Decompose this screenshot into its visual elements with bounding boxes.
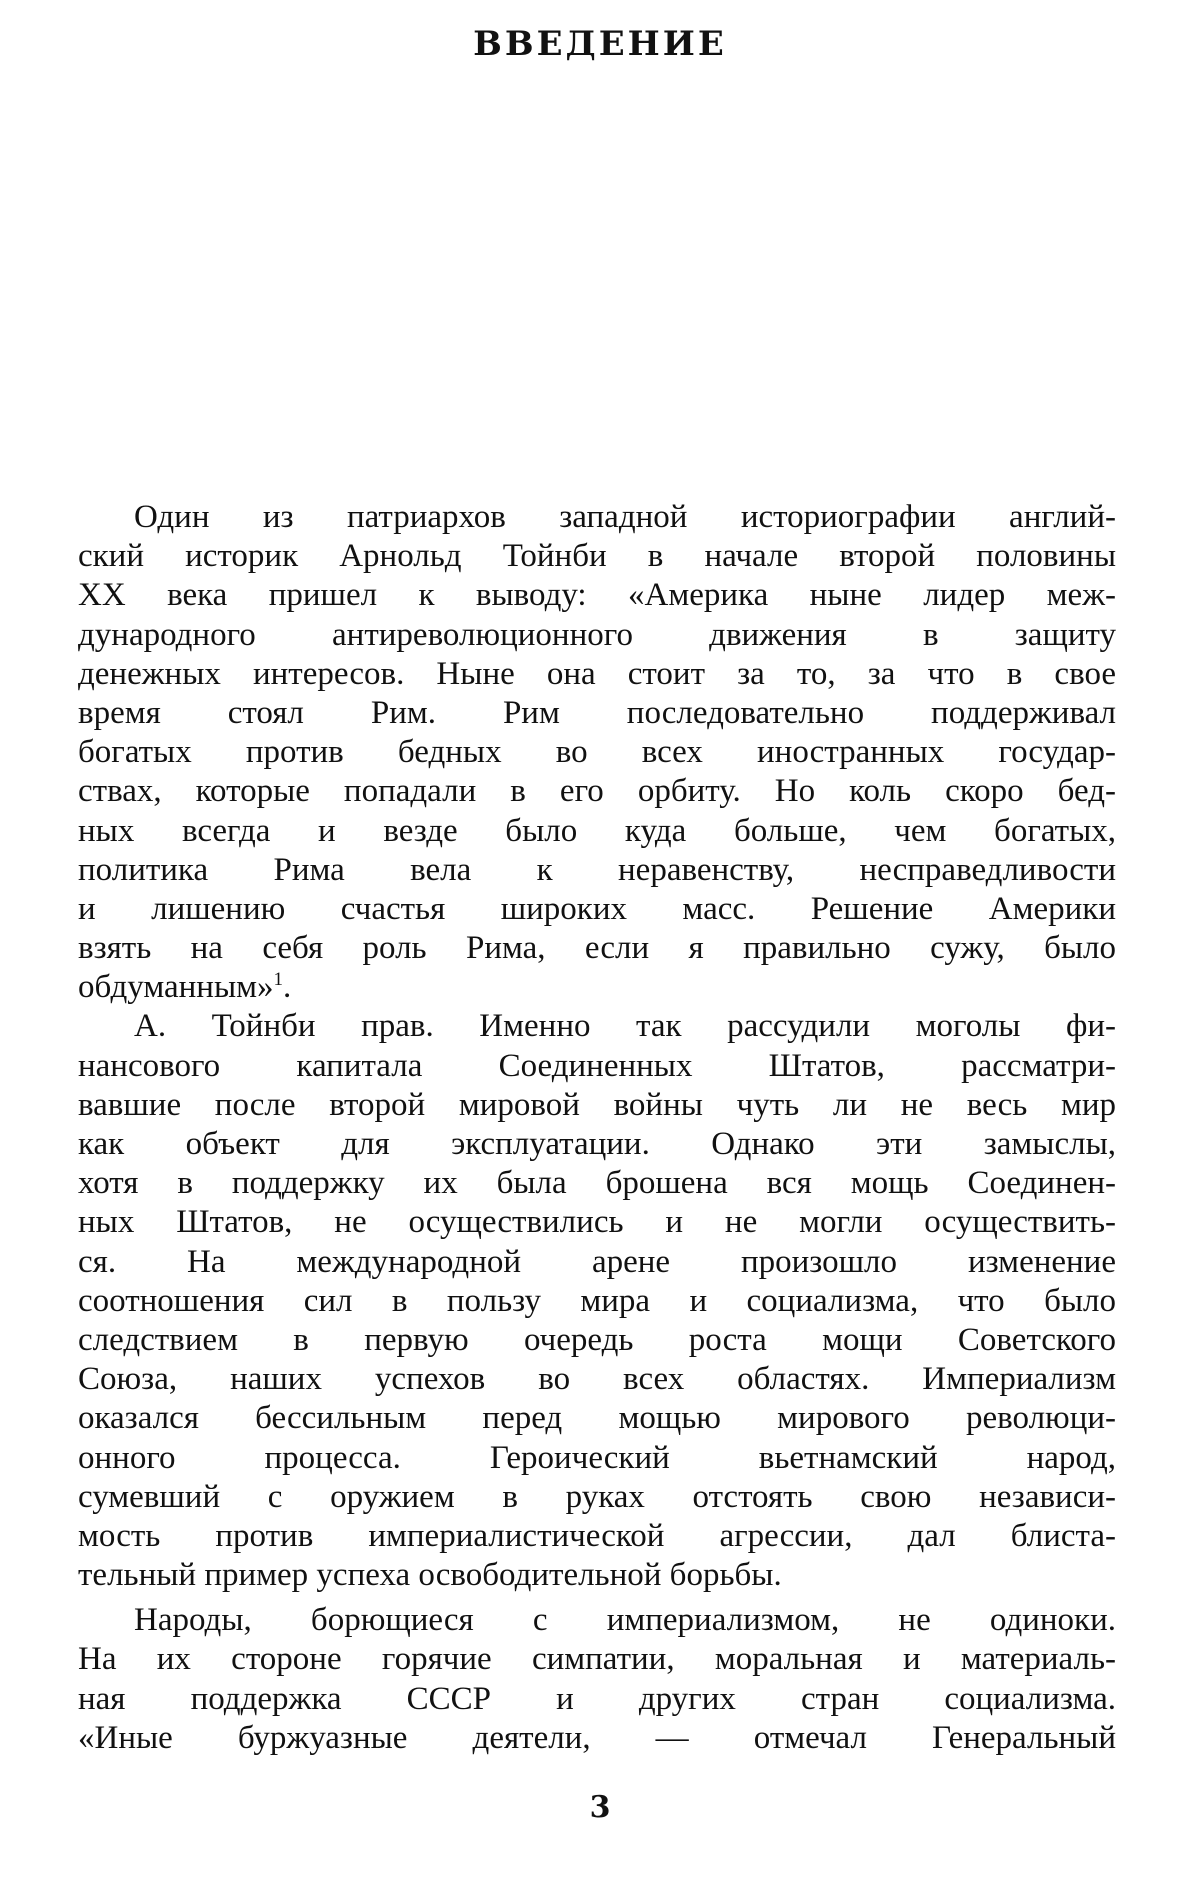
text-line: время стоял Рим. Рим последовательно поддерживал bbox=[78, 694, 1116, 731]
text-line: тельный пример успеха освободительной борьбы. bbox=[78, 1557, 782, 1594]
text-line: ных Штатов, не осуществились и не могли осуществить- bbox=[78, 1204, 1116, 1241]
page-number: 3 bbox=[589, 1790, 611, 1825]
sentence-end: . bbox=[283, 969, 292, 1006]
text-line: ствах, которые попадали в его орбиту. Но коль скоро бед- bbox=[78, 773, 1116, 810]
text-line: нансового капитала Соединенных Штатов, рассматри- bbox=[78, 1047, 1116, 1084]
text-line: оказался бессильным перед мощью мирового революци- bbox=[78, 1400, 1116, 1437]
text-line: богатых против бедных во всех иностранных государ- bbox=[78, 734, 1116, 771]
text-line: XX века пришел к выводу: «Америка ныне лидер меж- bbox=[78, 577, 1116, 614]
text-line: «Иные буржуазные деятели, — отмечал Генеральный bbox=[78, 1719, 1116, 1756]
text-line: и лишению счастья широких масс. Решение Америки bbox=[78, 890, 1116, 927]
text-line: денежных интересов. Ныне она стоит за то, за что в свое bbox=[78, 655, 1116, 692]
text-line-content: обдуманным» bbox=[78, 969, 274, 1006]
text-line bbox=[78, 968, 1116, 1007]
text-line: онного процесса. Героический вьетнамский народ, bbox=[78, 1439, 1116, 1476]
text-line: дународного антиреволюционного движения в защиту bbox=[78, 616, 1116, 653]
body-text bbox=[78, 498, 1116, 1758]
text-line: ная поддержка СССР и других стран социализма. bbox=[78, 1680, 1116, 1717]
paragraph-1 bbox=[78, 498, 1116, 1007]
text-line: вавшие после второй мировой войны чуть ли не весь мир bbox=[78, 1086, 1116, 1123]
text-line: хотя в поддержку их была брошена вся мощь Соединен- bbox=[78, 1165, 1116, 1202]
text-line: ных всегда и везде было куда больше, чем богатых, bbox=[78, 812, 1116, 849]
paragraph-3 bbox=[78, 1601, 1116, 1758]
text-line: мость против империалистической агрессии, дал блиста- bbox=[78, 1517, 1116, 1554]
text-line: Один из патриархов западной историографии англий- bbox=[134, 499, 1116, 535]
text-line: сумевший с оружием в руках отстоять свою независи- bbox=[78, 1478, 1116, 1515]
paragraph-2 bbox=[78, 1007, 1116, 1595]
text-line: Союза, наших успехов во всех областях. Империализм bbox=[78, 1361, 1116, 1398]
text-line: ский историк Арнольд Тойнби в начале второй половины bbox=[78, 538, 1116, 575]
text-line: соотношения сил в пользу мира и социализма, что было bbox=[78, 1282, 1116, 1319]
text-line: как объект для эксплуатации. Однако эти замыслы, bbox=[78, 1126, 1116, 1162]
text-line: взять на себя роль Рима, если я правильно сужу, было bbox=[78, 930, 1116, 967]
text-line: политика Рима вела к неравенству, несправедливости bbox=[78, 851, 1116, 888]
text-line: Народы, борющиеся с империализмом, не одиноки. bbox=[134, 1602, 1116, 1639]
text-line: А. Тойнби прав. Именно так рассудили моголы фи- bbox=[134, 1008, 1116, 1045]
footnote-marker: 1 bbox=[273, 969, 284, 991]
text-line: следствием в первую очередь роста мощи Советского bbox=[78, 1321, 1116, 1358]
chapter-heading: ВВЕДЕНИЕ bbox=[473, 24, 727, 64]
text-line: ся. На международной арене произошло изменение bbox=[78, 1243, 1116, 1280]
text-line: На их стороне горячие симпатии, моральная и материаль- bbox=[78, 1641, 1116, 1678]
